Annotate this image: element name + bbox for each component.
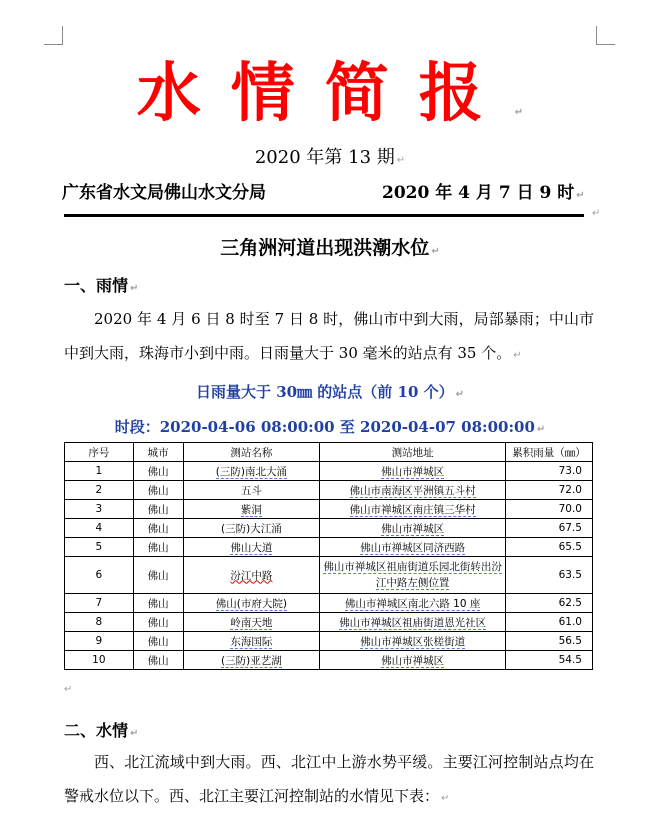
table-title: 日雨量大于 30㎜ 的站点（前 10 个） ↵ [195, 383, 465, 401]
cell-station: 东海国际 [183, 632, 320, 651]
cell-city: 佛山 [133, 519, 183, 538]
cell-no: 1 [65, 462, 134, 481]
paragraph-mark-icon: ↵ [441, 793, 450, 804]
paragraph-mark-icon: ↵ [513, 350, 522, 361]
cell-station: 汾江中路 [183, 557, 320, 594]
paragraph-mark-icon: ↵ [431, 246, 440, 257]
water-heading: 二、水情 ↵ [64, 721, 139, 740]
cell-address: 佛山市禅城区张槎街道 [320, 632, 506, 651]
table-row [65, 500, 593, 519]
table-row [65, 594, 593, 613]
cell-city: 佛山 [133, 613, 183, 632]
cell-no: 5 [65, 538, 134, 557]
cell-city: 佛山 [133, 557, 183, 594]
cell-rainfall: 73.0 [506, 462, 593, 481]
paragraph-mark-icon: ↵ [576, 190, 585, 201]
table-row [65, 557, 593, 594]
cell-station: (三防)亚艺湖 [183, 651, 320, 670]
cell-city: 佛山 [133, 632, 183, 651]
cell-rainfall: 56.5 [506, 632, 593, 651]
cell-city: 佛山 [133, 594, 183, 613]
cell-rainfall: 65.5 [506, 538, 593, 557]
paragraph-mark-icon: ↵ [455, 389, 465, 400]
table-row [65, 538, 593, 557]
rain-heading: 一、雨情 ↵ [64, 276, 139, 295]
col-header-rainfall: 累积雨量（㎜） [506, 443, 593, 462]
publish-date: 2020 年 4 月 7 日 9 时 ↵ [382, 183, 585, 203]
cell-address: 佛山市禅城区祖庙街道乐园北街转出汾江中路左侧位置 [320, 557, 506, 594]
cell-no: 4 [65, 519, 134, 538]
cell-rainfall: 54.5 [506, 651, 593, 670]
table-row [65, 613, 593, 632]
table-row [65, 462, 593, 481]
crop-mark-top-left [44, 26, 63, 45]
header-divider [64, 214, 584, 217]
cell-no: 7 [65, 594, 134, 613]
cell-station: (三防)南北大涌 [183, 462, 320, 481]
col-header-address: 测站地址 [320, 443, 506, 462]
cell-city: 佛山 [133, 500, 183, 519]
paragraph-mark-icon: ↵ [396, 155, 406, 166]
paragraph-mark-icon: ↵ [536, 424, 546, 435]
agency-name: 广东省水文局佛山水文分局 [62, 183, 266, 203]
cell-address: 佛山市禅城区 [320, 651, 506, 670]
cell-rainfall: 61.0 [506, 613, 593, 632]
issue-number: 2020 年第 13 期 ↵ [254, 147, 406, 168]
cell-no: 8 [65, 613, 134, 632]
cell-address: 佛山市南海区平洲镇五斗村 [320, 481, 506, 500]
cell-address: 佛山市禅城区祖庙街道恩光社区 [320, 613, 506, 632]
crop-mark-top-right [596, 26, 615, 45]
cell-station: 紫洞 [183, 500, 320, 519]
cell-rainfall: 70.0 [506, 500, 593, 519]
cell-address: 佛山市禅城区 [320, 519, 506, 538]
cell-address: 佛山市禅城区 [320, 462, 506, 481]
paragraph-mark-icon: ↵ [514, 107, 524, 118]
cell-station: (三防)大江涌 [183, 519, 320, 538]
paragraph-mark-icon: ↵ [130, 283, 139, 294]
cell-no: 9 [65, 632, 134, 651]
table-row [65, 519, 593, 538]
cell-station: 岭南天地 [183, 613, 320, 632]
table-row [65, 632, 593, 651]
paragraph-mark-icon: ↵ [64, 684, 73, 695]
water-paragraph: 西、北江流域中到大雨。西、北江中上游水势平缓。主要江河控制站点均在警戒水位以下。西、北江主要江河控制站的水情见下表： ↵ [64, 753, 594, 805]
table-row [65, 481, 593, 500]
cell-no: 3 [65, 500, 134, 519]
col-header-station: 测站名称 [183, 443, 320, 462]
cell-no: 10 [65, 651, 134, 670]
cell-station: 佛山(市府大院) [183, 594, 320, 613]
rain-paragraph: 2020 年 4 月 6 日 8 时至 7 日 8 时，佛山市中到大雨，局部暴雨；中山市中到大雨，珠海市小到中雨。日雨量大于 30 毫米的站点有 35 个。 ↵ [64, 310, 594, 362]
cell-city: 佛山 [133, 462, 183, 481]
cell-no: 6 [65, 557, 134, 594]
col-header-no: 序号 [65, 443, 134, 462]
table-row [65, 651, 593, 670]
cell-station: 五斗 [183, 481, 320, 500]
cell-address: 佛山市禅城区南庄镇三华村 [320, 500, 506, 519]
cell-rainfall: 67.5 [506, 519, 593, 538]
col-header-city: 城市 [133, 443, 183, 462]
table-period: 时段：2020-04-06 08:00:00 至 2020-04-07 08:00:00 ↵ [114, 418, 546, 436]
paragraph-mark-icon: ↵ [130, 728, 139, 739]
table-header-row [65, 443, 593, 462]
cell-city: 佛山 [133, 481, 183, 500]
cell-address: 佛山市禅城区同济西路 [320, 538, 506, 557]
cell-station: 佛山大道 [183, 538, 320, 557]
rainfall-table [64, 442, 593, 670]
cell-rainfall: 63.5 [506, 557, 593, 594]
cell-address: 佛山市禅城区南北六路 10 座 [320, 594, 506, 613]
cell-city: 佛山 [133, 651, 183, 670]
paragraph-mark-icon: ↵ [592, 208, 601, 219]
bulletin-headline: 水情简报 ↵ [136, 56, 524, 131]
cell-rainfall: 72.0 [506, 481, 593, 500]
report-title: 三角洲河道出现洪潮水位 ↵ [220, 237, 440, 259]
cell-no: 2 [65, 481, 134, 500]
cell-city: 佛山 [133, 538, 183, 557]
cell-rainfall: 62.5 [506, 594, 593, 613]
